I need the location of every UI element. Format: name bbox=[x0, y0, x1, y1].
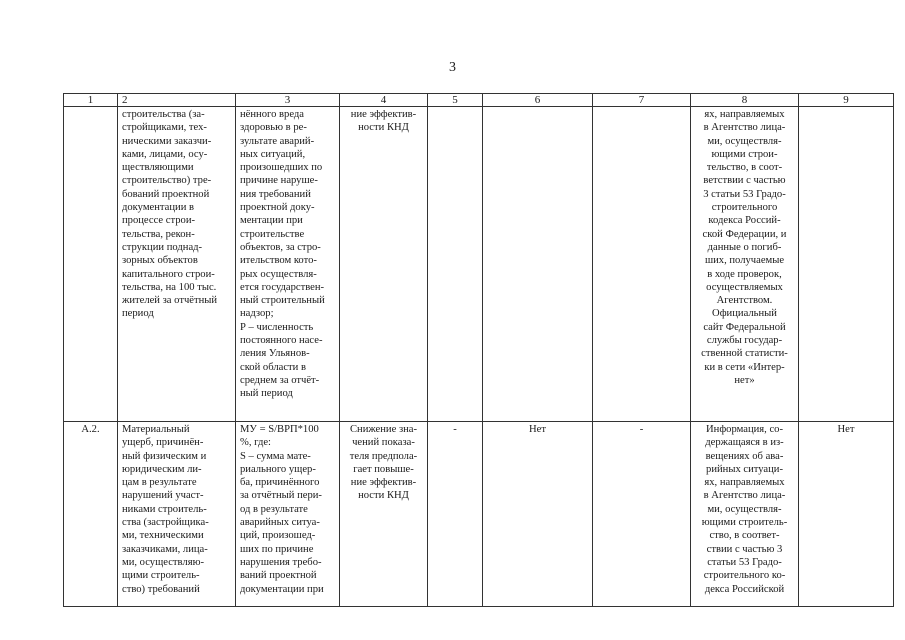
column-number: 5 bbox=[428, 94, 483, 107]
indicators-table bbox=[63, 93, 894, 607]
row-index-cell bbox=[64, 107, 118, 422]
column-6-cell bbox=[483, 107, 593, 422]
column-number-row bbox=[64, 94, 894, 107]
page-number: 3 bbox=[449, 60, 456, 75]
formula-cell: МУ = S/ВРП*100 %, где: S – сумма мате- риального ущер- ба, причинённого за отчётный пери- од в результате аварийных ситуа- ций, произошед- ших по причине нарушения требо- ваний проектной документации при bbox=[236, 422, 340, 607]
target-value-cell: - bbox=[428, 422, 483, 607]
column-number: 6 bbox=[483, 94, 593, 107]
formula-cell: нённого вреда здоровью в ре- зультате аварий- ных ситуаций, произошедших по причине наруше- ния требований проектной доку- ментации при строительстве объектов, за стро- ительством кото- рых осуществля- ется государствен- ный строительный надзор; Р – численность постоянного насе- ления Ульянов- ской области в среднем за отчёт- ный период bbox=[236, 107, 340, 422]
column-number: 2 bbox=[118, 94, 236, 107]
indicator-name-cell: строительства (за- стройщиками, тех- ническими заказчи- ками, лицами, осу- ществляющими строительство) тре- бований проектной документации в процессе строи- тельства, рекон- струкции поднад- зорных объектов капитального строи- тельства, на 100 тыс. жителей за отчётный период bbox=[118, 107, 236, 422]
target-direction-cell: ние эффектив- ности КНД bbox=[340, 107, 428, 422]
column-number: 8 bbox=[691, 94, 799, 107]
target-value-cell bbox=[428, 107, 483, 422]
table-row bbox=[64, 422, 894, 607]
indicator-name-cell: Материальный ущерб, причинён- ный физическим и юридическим ли- цам в результате нарушений участ- никами строитель- ства (застройщика- ми, техническими заказчиками, лица- ми, осуществляю- щими строитель- ство) требований bbox=[118, 422, 236, 607]
target-direction-cell: Снижение зна- чений показа- теля предпола- гает повыше- ние эффектив- ности КНД bbox=[340, 422, 428, 607]
column-number: 1 bbox=[64, 94, 118, 107]
column-7-cell: - bbox=[593, 422, 691, 607]
data-source-cell: Информация, со- держащаяся в из- вещениях об ава- рийных ситуаци- ях, направляемых в Агентство лица- ми, осуществля- ющими строитель- ство, в соответ- ствии с частью 3 статьи 53 Градо- строительного ко- декса Российской bbox=[691, 422, 799, 607]
column-7-cell bbox=[593, 107, 691, 422]
column-6-cell: Нет bbox=[483, 422, 593, 607]
column-9-cell: Нет bbox=[799, 422, 894, 607]
table-row bbox=[64, 107, 894, 422]
row-index-cell: А.2. bbox=[64, 422, 118, 607]
column-number: 7 bbox=[593, 94, 691, 107]
column-number: 9 bbox=[799, 94, 894, 107]
column-number: 4 bbox=[340, 94, 428, 107]
column-9-cell bbox=[799, 107, 894, 422]
column-number: 3 bbox=[236, 94, 340, 107]
data-source-cell: ях, направляемых в Агентство лица- ми, осуществля- ющими строи- тельство, в соот- ветствии с частью 3 статьи 53 Градо- строительного кодекса Россий- ской Федерации, и данные о погиб- ших, получаемые в ходе проверок, осуществляемых Агентством. Официальный сайт Федеральной службы государ- ственной статисти- ки в сети «Интер- нет» bbox=[691, 107, 799, 422]
